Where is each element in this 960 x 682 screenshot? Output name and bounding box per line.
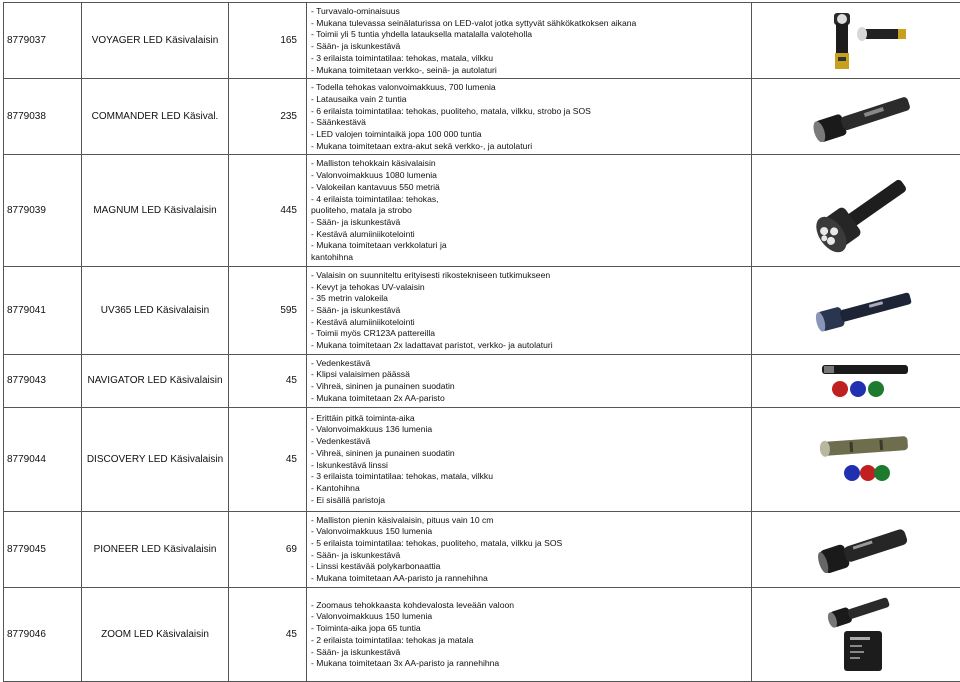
product-price: 69 — [229, 511, 307, 587]
feature-line: - Erittäin pitkä toiminta-aika — [311, 413, 751, 425]
feature-line: - Turvavalo-ominaisuus — [311, 6, 751, 18]
product-features — [307, 354, 752, 407]
feature-line: - Kestävä alumiiniikotelointi — [311, 229, 751, 241]
product-row — [4, 511, 960, 587]
product-row — [4, 407, 960, 511]
feature-line: - Säänkestävä — [311, 117, 751, 129]
feature-line: - Kevyt ja tehokas UV-valaisin — [311, 282, 751, 294]
feature-line: - 4 erilaista toimintatilaa: tehokas, — [311, 194, 751, 206]
zoom-flashlight-with-packaging-icon — [752, 587, 960, 681]
product-features — [307, 266, 752, 354]
feature-line: - Toiminta-aika jopa 65 tuntia — [311, 623, 751, 635]
feature-line: - Vihreä, sininen ja punainen suodatin — [311, 448, 751, 460]
feature-line: - Mukana toimitetaan 3x AA-paristo ja rannehihna — [311, 658, 751, 670]
product-name: NAVIGATOR LED Käsivalaisin — [82, 354, 229, 407]
product-table — [3, 2, 960, 682]
product-code: 8779045 — [4, 511, 82, 587]
feature-line: - Malliston pienin käsivalaisin, pituus vain 10 cm — [311, 515, 751, 527]
feature-line: - Ei sisällä paristoja — [311, 495, 751, 507]
navigator-penlight-with-filters-icon — [752, 354, 960, 407]
product-features — [307, 155, 752, 266]
discovery-flashlight-with-filters-icon — [752, 407, 960, 511]
feature-line: - Mukana toimitetaan extra-akut sekä verkko-, ja autolaturi — [311, 141, 751, 153]
feature-line: - Sään- ja iskunkestävä — [311, 550, 751, 562]
feature-line: - Mukana toimitetaan verkkolaturi ja — [311, 240, 751, 252]
product-price: 445 — [229, 155, 307, 266]
product-features — [307, 407, 752, 511]
feature-line: - Malliston tehokkain käsivalaisin — [311, 158, 751, 170]
feature-line: - Vedenkestävä — [311, 436, 751, 448]
feature-line: - Mukana toimitetaan verkko-, seinä- ja autolaturi — [311, 65, 751, 77]
feature-line: - Linssi kestävää polykarbonaattia — [311, 561, 751, 573]
feature-line: - Valonvoimakkuus 136 lumenia — [311, 424, 751, 436]
feature-line: - Kestävä alumiiniikotelointi — [311, 317, 751, 329]
pioneer-flashlight-icon — [752, 511, 960, 587]
product-name: UV365 LED Käsivalaisin — [82, 266, 229, 354]
feature-line: kantohihna — [311, 252, 751, 264]
feature-line: - Vihreä, sininen ja punainen suodatin — [311, 381, 751, 393]
feature-line: - Kantohihna — [311, 483, 751, 495]
product-price: 45 — [229, 407, 307, 511]
feature-line: - 5 erilaista toimintatilaa: tehokas, puoliteho, matala, vilkku ja SOS — [311, 538, 751, 550]
product-code: 8779043 — [4, 354, 82, 407]
product-features — [307, 587, 752, 681]
product-price: 165 — [229, 3, 307, 79]
product-name: VOYAGER LED Käsivalaisin — [82, 3, 229, 79]
product-code: 8779038 — [4, 79, 82, 155]
uv365-flashlight-icon — [752, 266, 960, 354]
feature-line: - Mukana tulevassa seinälaturissa on LED-valot jotka syttyvät sähkökatkoksen aikana — [311, 18, 751, 30]
product-code: 8779044 — [4, 407, 82, 511]
product-code: 8779037 — [4, 3, 82, 79]
product-row — [4, 3, 960, 79]
feature-line: - Vedenkestävä — [311, 358, 751, 370]
product-price: 45 — [229, 354, 307, 407]
feature-line: - Todella tehokas valonvoimakkuus, 700 lumenia — [311, 82, 751, 94]
feature-line: - Iskunkestävä linssi — [311, 460, 751, 472]
voyager-flashlight-with-wall-charger-icon — [752, 3, 960, 79]
feature-line: - Zoomaus tehokkaasta kohdevalosta leveään valoon — [311, 600, 751, 612]
product-row — [4, 79, 960, 155]
feature-line: - Valonvoimakkuus 150 lumenia — [311, 526, 751, 538]
magnum-multi-led-flashlight-icon — [752, 155, 960, 266]
feature-line: - LED valojen toimintaikä jopa 100 000 tuntia — [311, 129, 751, 141]
product-features — [307, 3, 752, 79]
feature-line: - Sään- ja iskunkestävä — [311, 647, 751, 659]
feature-line: - Latausaika vain 2 tuntia — [311, 94, 751, 106]
feature-line: - Valonvoimakkuus 1080 lumenia — [311, 170, 751, 182]
feature-line: puoliteho, matala ja strobo — [311, 205, 751, 217]
feature-line: - Valaisin on suunniteltu erityisesti rikostekniseen tutkimukseen — [311, 270, 751, 282]
feature-line: - Valokeilan kantavuus 550 metriä — [311, 182, 751, 194]
product-name: DISCOVERY LED Käsivalaisin — [82, 407, 229, 511]
feature-line: - Mukana toimitetaan AA-paristo ja rannehihna — [311, 573, 751, 585]
product-name: PIONEER LED Käsivalaisin — [82, 511, 229, 587]
product-row — [4, 354, 960, 407]
product-price: 235 — [229, 79, 307, 155]
product-code: 8779046 — [4, 587, 82, 681]
product-code: 8779039 — [4, 155, 82, 266]
feature-line: - 35 metrin valokeila — [311, 293, 751, 305]
feature-line: - Toimii myös CR123A pattereilla — [311, 328, 751, 340]
feature-line: - Sään- ja iskunkestävä — [311, 305, 751, 317]
commander-flashlight-icon — [752, 79, 960, 155]
product-row — [4, 266, 960, 354]
feature-line: - Valonvoimakkuus 150 lumenia — [311, 611, 751, 623]
feature-line: - Klipsi valaisimen päässä — [311, 369, 751, 381]
feature-line: - 3 erilaista toimintatilaa: tehokas, matala, vilkku — [311, 471, 751, 483]
product-row — [4, 155, 960, 266]
product-features — [307, 511, 752, 587]
product-price: 45 — [229, 587, 307, 681]
feature-line: - 6 erilaista toimintatilaa: tehokas, puoliteho, matala, vilkku, strobo ja SOS — [311, 106, 751, 118]
feature-line: - Sään- ja iskunkestävä — [311, 41, 751, 53]
feature-line: - Mukana toimitetaan 2x ladattavat paristot, verkko- ja autolaturi — [311, 340, 751, 352]
product-name: ZOOM LED Käsivalaisin — [82, 587, 229, 681]
product-code: 8779041 — [4, 266, 82, 354]
product-name: MAGNUM LED Käsivalaisin — [82, 155, 229, 266]
product-name: COMMANDER LED Käsival. — [82, 79, 229, 155]
product-row — [4, 587, 960, 681]
feature-line: - 2 erilaista toimintatilaa: tehokas ja matala — [311, 635, 751, 647]
feature-line: - 3 erilaista toimintatilaa: tehokas, matala, vilkku — [311, 53, 751, 65]
feature-line: - Toimii yli 5 tuntia yhdella latauksella matalalla valoteholla — [311, 29, 751, 41]
feature-line: - Sään- ja iskunkestävä — [311, 217, 751, 229]
feature-line: - Mukana toimitetaan 2x AA-paristo — [311, 393, 751, 405]
product-features — [307, 79, 752, 155]
product-price: 595 — [229, 266, 307, 354]
